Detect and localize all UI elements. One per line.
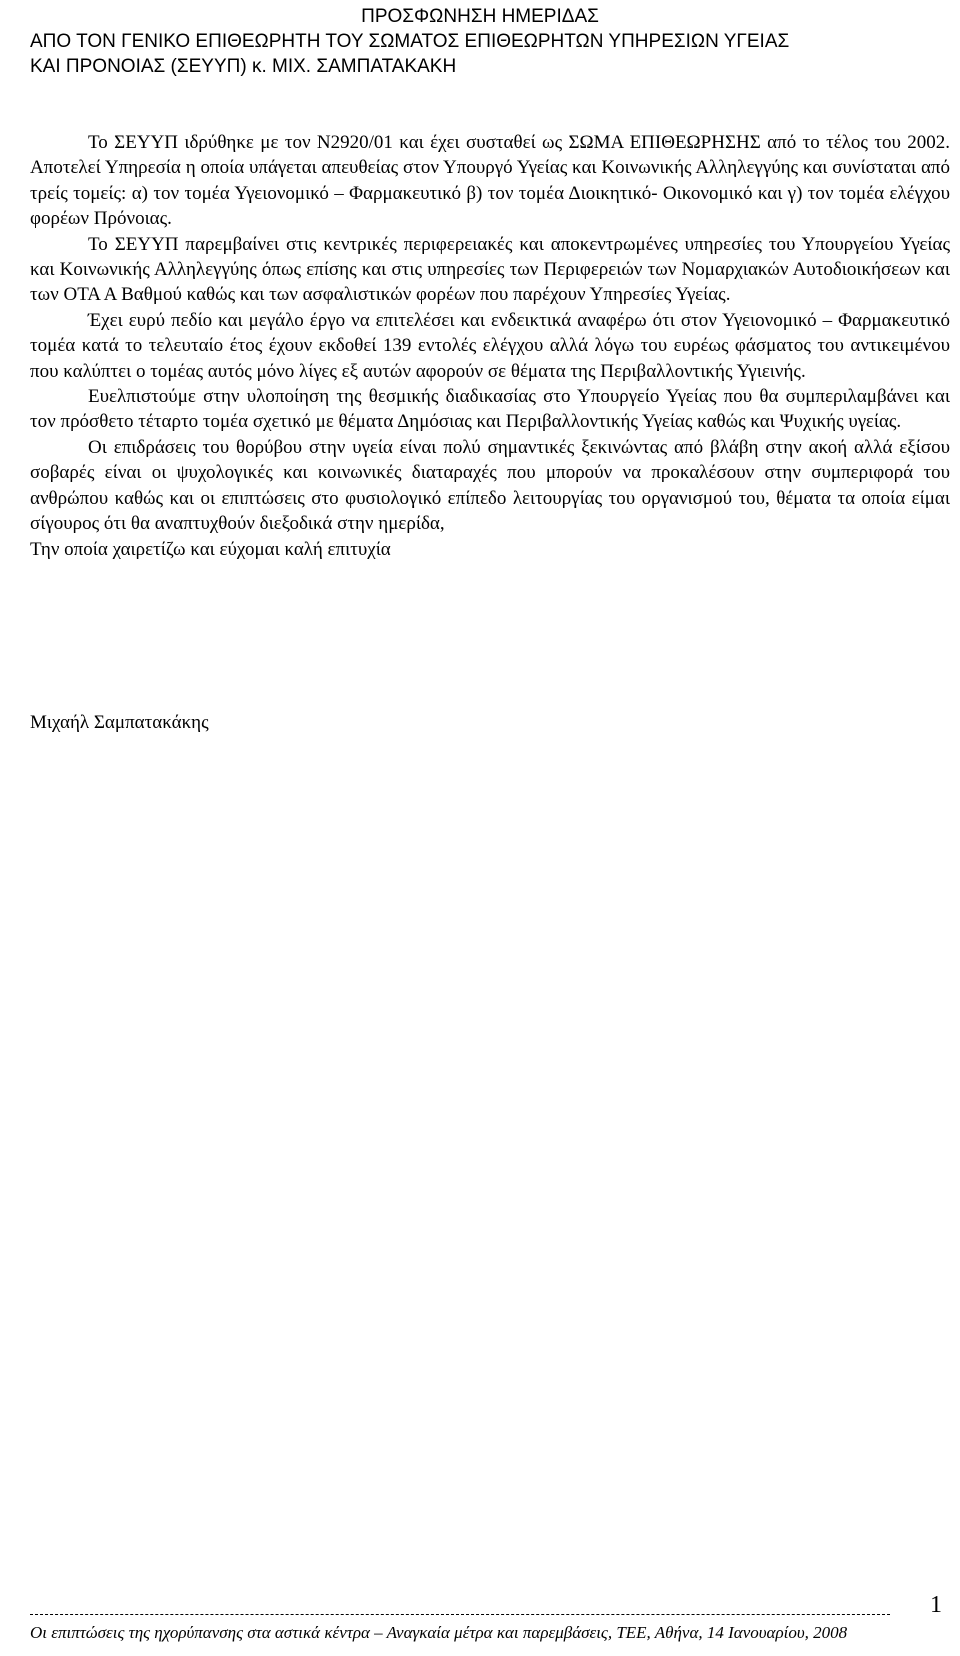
page-number: 1 xyxy=(930,1592,942,1618)
paragraph-4: Ευελπιστούμε στην υλοποίηση της θεσμικής διαδικασίας στο Υπουργείο Υγείας που θα συμπεριλαμβάνει και τον πρόσθετο τέταρτο τομέα σχετικό με θέματα Δημόσιας και Περιβαλλοντικής Υγείας καθώς και Ψυχικής υγείας. xyxy=(30,386,950,433)
document-header xyxy=(30,4,930,79)
header-title: ΠΡΟΣΦΩΝΗΣΗ ΗΜΕΡΙΔΑΣ xyxy=(361,6,599,27)
paragraph-5: Οι επιδράσεις του θορύβου στην υγεία είναι πολύ σημαντικές ξεκινώντας από βλάβη στην ακοή αλλά εξίσου σοβαρές είναι οι ψυχολογικές και κοινωνικές διαταραχές που μπορούν να προκαλέσουν στην συμπεριφορά του ανθρώπου καθώς και οι επιπτώσεις στο φυσιολογικό επίπεδο λειτουργίας του οργανισμού του, θέματα τα οποία είμαι σίγουρος ότι θα αναπτυχθούν διεξοδικά στην ημερίδα, xyxy=(30,436,950,535)
header-subtitle-line-1: ΑΠΟ ΤΟΝ ΓΕΝΙΚΟ ΕΠΙΘΕΩΡΗΤΗ ΤΟΥ ΣΩΜΑΤΟΣ ΕΠΙΘΕΩΡΗΤΩΝ ΥΠΗΡΕΣΙΩΝ ΥΓΕΙΑΣ xyxy=(30,31,790,52)
paragraph-2: Το ΣΕΥΥΠ παρεμβαίνει στις κεντρικές περιφερειακές και αποκεντρωμένες υπηρεσίες του Υπουργείου Υγείας και Κοινωνικής Αλληλεγγύης όπως επίσης και στις υπηρεσίες των Περιφερειών των Νομαρχιακών Αυτοδιοικήσεων και των ΟΤΑ Α Βαθμού καθώς και των ασφαλιστικών φορέων που παρέχουν Υπηρεσίες Υγείας. xyxy=(30,233,950,306)
paragraph-3: Έχει ευρύ πεδίο και μεγάλο έργο να επιτελέσει και ενδεικτικά αναφέρω ότι στον Υγειονομικό – Φαρμακευτικό τομέα κατά το τελευταίο έτος έχουν εκδοθεί 139 εντολές ελέγχου αλλά λόγω του ευρέως φάσματος του αντικειμένου που καλύπτει ο τομέας αυτός μόνο λίγες εξ αυτών αφορούν σε θέματα της Περιβαλλοντικής Υγιεινής. xyxy=(30,309,950,382)
document-body xyxy=(30,130,950,562)
closing-line: Την οποία χαιρετίζω και εύχομαι καλή επιτυχία xyxy=(30,538,391,560)
header-subtitle-line-2: ΚΑΙ ΠΡΟΝΟΙΑΣ (ΣΕΥΥΠ) κ. ΜΙΧ. ΣΑΜΠΑΤΑΚΑΚΗ xyxy=(30,56,457,77)
signature: Μιχαήλ Σαμπατακάκης xyxy=(30,712,209,733)
paragraph-1: Το ΣΕΥΥΠ ιδρύθηκε με τον Ν2920/01 και έχει συσταθεί ως ΣΩΜΑ ΕΠΙΘΕΩΡΗΣΗΣ από το τέλος του 2002. Αποτελεί Υπηρεσία η οποία υπάγεται απευθείας στον Υπουργό Υγείας και Κοινωνικής Αλληλεγγύης και συνίσταται από τρείς τομείς: α) τον τομέα Υγειονομικό – Φαρμακευτικό β) τον τομέα Διοικητικό- Οικονομικό και γ) τον τομέα ελέγχου φορέων Πρόνοιας. xyxy=(30,132,950,230)
footer-citation: Οι επιπτώσεις της ηχορύπανσης στα αστικά κέντρα – Αναγκαία μέτρα και παρεμβάσεις, ΤΕΕ, Αθήνα, 14 Ιανουαρίου, 2008 xyxy=(30,1623,848,1642)
footer-divider xyxy=(30,1614,890,1615)
